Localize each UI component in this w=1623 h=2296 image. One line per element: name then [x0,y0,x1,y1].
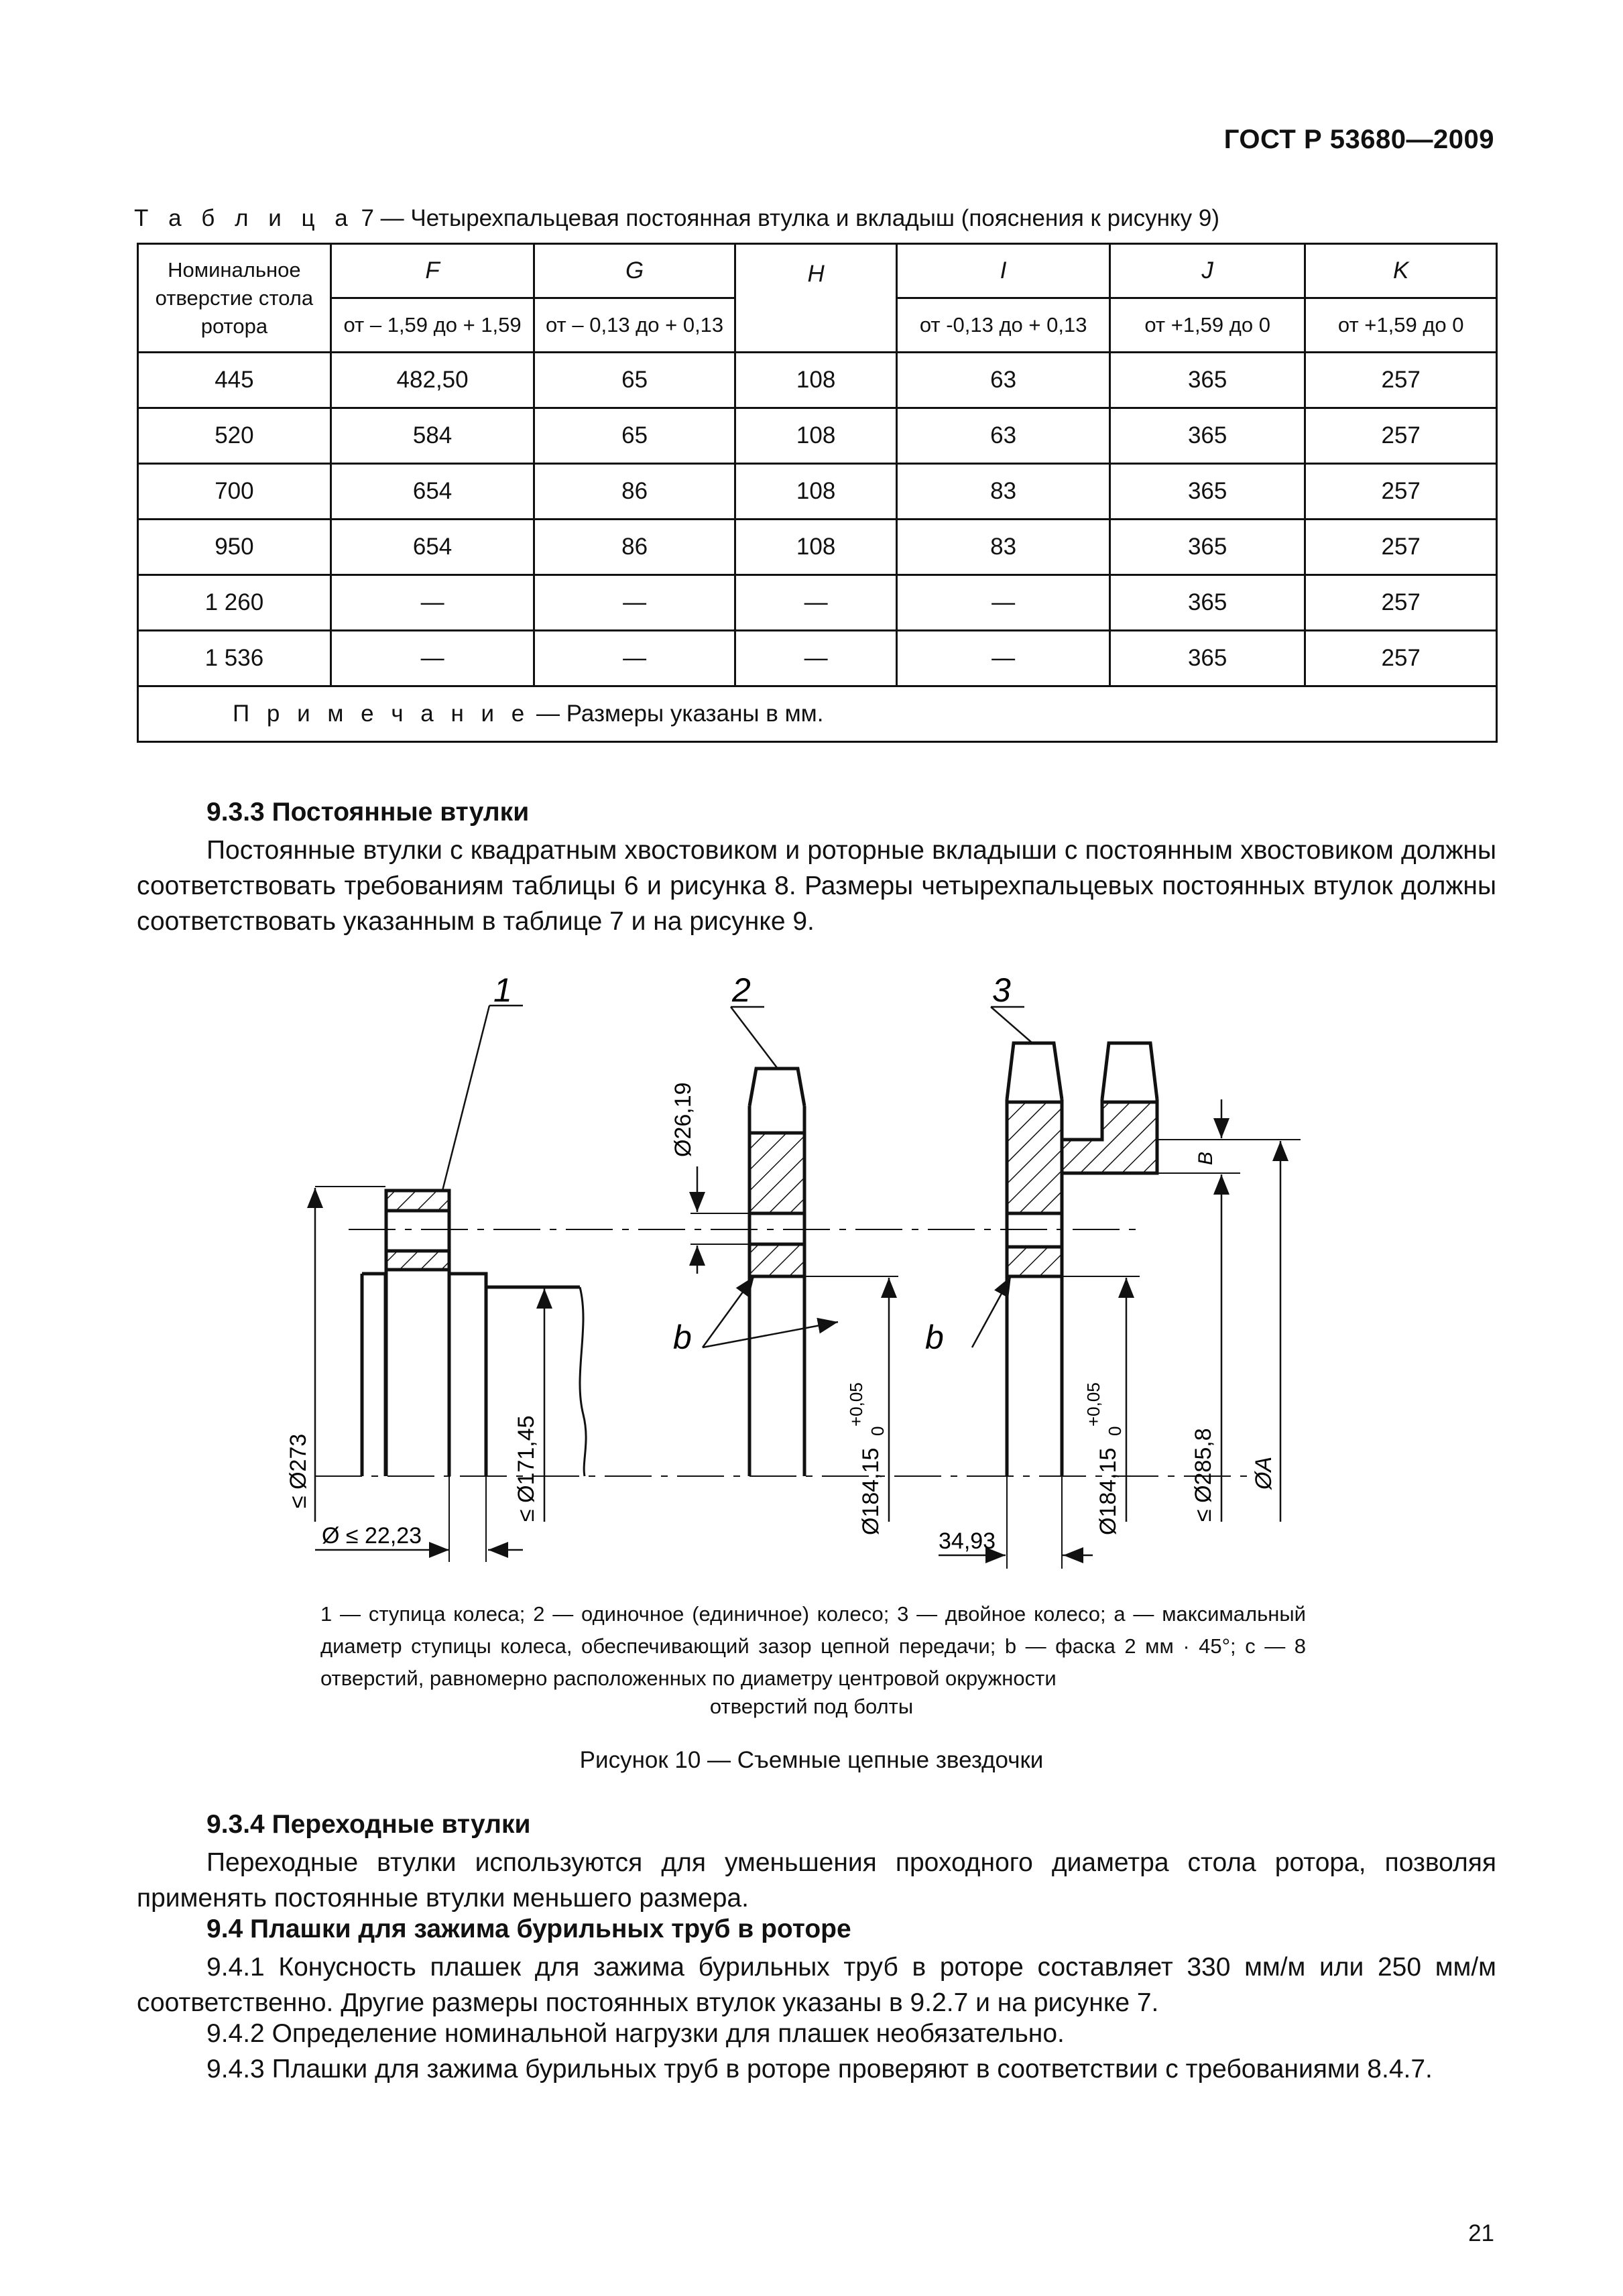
table-cell: 257 [1305,353,1497,408]
paragraph-9-3-3: Постоянные втулки с квадратным хвостовиком и роторные вкладыши с постоянным хвостовиком должны соответствовать требованиям таблицы 6 и рисунка 8. Размеры четырехпальцевых постоянных втулок должны соответствовать указанным в таблице 7 и на рисунке 9. [137,836,1496,936]
header-col-k: K [1305,244,1497,298]
paragraph-9-4-2: 9.4.2 Определение номинальной нагрузки для плашек необязательно. [206,2019,1065,2048]
table-cell: 257 [1305,464,1497,520]
table-cell: 445 [138,353,331,408]
table-cell: 108 [735,408,897,464]
table-cell: 365 [1109,353,1305,408]
tolerance-k: от +1,59 до 0 [1305,298,1497,353]
table-cell: — [735,575,897,631]
table-cell: 700 [138,464,331,520]
figure-legend: 1 — ступица колеса; 2 — одиночное (единичное) колесо; 3 — двойное колесо; a — максимальный диаметр ступицы колеса, обеспечивающий зазор цепной передачи; b — фаска 2 мм · 45°; c — 8 отверстий, равномерно расположенных по диаметру центровой окружности [320,1602,1306,1690]
table-cell: — [534,631,735,686]
tol-up-double: +0,05 [1083,1382,1103,1427]
header-col-j: J [1109,244,1305,298]
figure-legend-last-line: отверстий под болты [709,1695,914,1718]
table-cell: 950 [138,520,331,575]
table-cell: 584 [330,408,534,464]
dim-184-15-double: Ø184,15 [1095,1447,1121,1535]
standard-designation: ГОСТ Р 53680—2009 [1223,125,1494,154]
table-cell: 86 [534,464,735,520]
table-cell: — [735,631,897,686]
header-nominal-bore: Номинальное отверстие стола ротора [138,244,331,353]
table-cell: — [897,631,1109,686]
note-label: П р и м е ч а н и е [233,701,530,727]
table-cell: 108 [735,520,897,575]
figure-caption: Рисунок 10 — Съемные цепные звездочки [579,1747,1044,1773]
table-cell: 65 [534,408,735,464]
table-cell: 257 [1305,520,1497,575]
dim-184-15-single: Ø184,15 [858,1447,884,1535]
table-cell: 365 [1109,408,1305,464]
table-cell: 654 [330,464,534,520]
heading-9-4: 9.4 Плашки для зажима бурильных труб в роторе [206,1915,851,1943]
table-cell: 65 [534,353,735,408]
note-text: — Размеры указаны в мм. [536,701,824,727]
table-cell: 83 [897,464,1109,520]
table-cell: 83 [897,520,1109,575]
table-caption-text: 7 — Четырехпальцевая постоянная втулка и вкладыш (пояснения к рисунку 9) [361,205,1219,231]
table-cell: 63 [897,408,1109,464]
header-col-g: G [534,244,735,298]
table-cell: 365 [1109,631,1305,686]
dim-273: ≤ Ø273 [286,1433,311,1508]
table-cell: 482,50 [330,353,534,408]
table-cell: 365 [1109,520,1305,575]
tolerance-f: от – 1,59 до + 1,59 [330,298,534,353]
label-1: 1 [493,971,512,1009]
table-cell: 654 [330,520,534,575]
table-cell: — [330,631,534,686]
tol-low-double: 0 [1105,1426,1125,1436]
dim-285-8: ≤ Ø285,8 [1191,1428,1216,1522]
table-cell: — [330,575,534,631]
wheel-hub-part-1 [362,1191,586,1476]
table-cell: 257 [1305,575,1497,631]
single-wheel-part-2 [749,1069,804,1476]
dim-22-23: Ø ≤ 22,23 [322,1523,422,1549]
tol-up-single: +0,05 [846,1382,866,1427]
table-cell: 365 [1109,464,1305,520]
dim-a: ØA [1251,1456,1276,1490]
label-3: 3 [992,971,1011,1009]
table-cell: — [534,575,735,631]
label-b-1: b [673,1319,692,1356]
table-cell: — [897,575,1109,631]
dim-b: B [1195,1151,1217,1165]
table-caption-prefix: Т а б л и ц а [134,205,355,231]
label-2: 2 [732,971,751,1009]
paragraph-9-4-3: 9.4.3 Плашки для зажима бурильных труб в роторе проверяют в соответствии с требованиями 8.4.7. [206,2055,1433,2083]
tolerance-i: от -0,13 до + 0,13 [897,298,1109,353]
table-cell: 1 260 [138,575,331,631]
table-cell: 257 [1305,408,1497,464]
table-cell: 520 [138,408,331,464]
dim-171-45: ≤ Ø171,45 [514,1415,539,1522]
header-col-i: I [897,244,1109,298]
paragraph-9-4-1: 9.4.1 Конусность плашек для зажима бурильных труб в роторе составляет 330 мм/м или 250 мм/м соответственно. Другие размеры постоянных втулок указаны в 9.2.7 и на рисунке 7. [137,1953,1496,2017]
table-cell: 63 [897,353,1109,408]
table-cell: 108 [735,353,897,408]
header-col-f: F [330,244,534,298]
label-b-2: b [925,1319,944,1356]
header-col-h: H [735,244,897,353]
table-cell: 365 [1109,575,1305,631]
paragraph-9-3-4: Переходные втулки используются для уменьшения проходного диаметра стола ротора, позволяя применять постоянные втулки меньшего размера. [137,1848,1496,1913]
table-cell: 108 [735,464,897,520]
table-cell: 1 536 [138,631,331,686]
dim-26-19: Ø26,19 [670,1082,696,1157]
tol-low-single: 0 [867,1426,888,1436]
table-cell: 257 [1305,631,1497,686]
table-cell: 86 [534,520,735,575]
tolerance-j: от +1,59 до 0 [1109,298,1305,353]
heading-9-3-3: 9.3.3 Постоянные втулки [206,798,530,827]
page-number: 21 [1468,2220,1494,2246]
tolerance-g: от – 0,13 до + 0,13 [534,298,735,353]
double-wheel-part-3 [1007,1043,1157,1476]
heading-9-3-4: 9.3.4 Переходные втулки [206,1810,531,1839]
dim-34-93: 34,93 [939,1528,996,1554]
